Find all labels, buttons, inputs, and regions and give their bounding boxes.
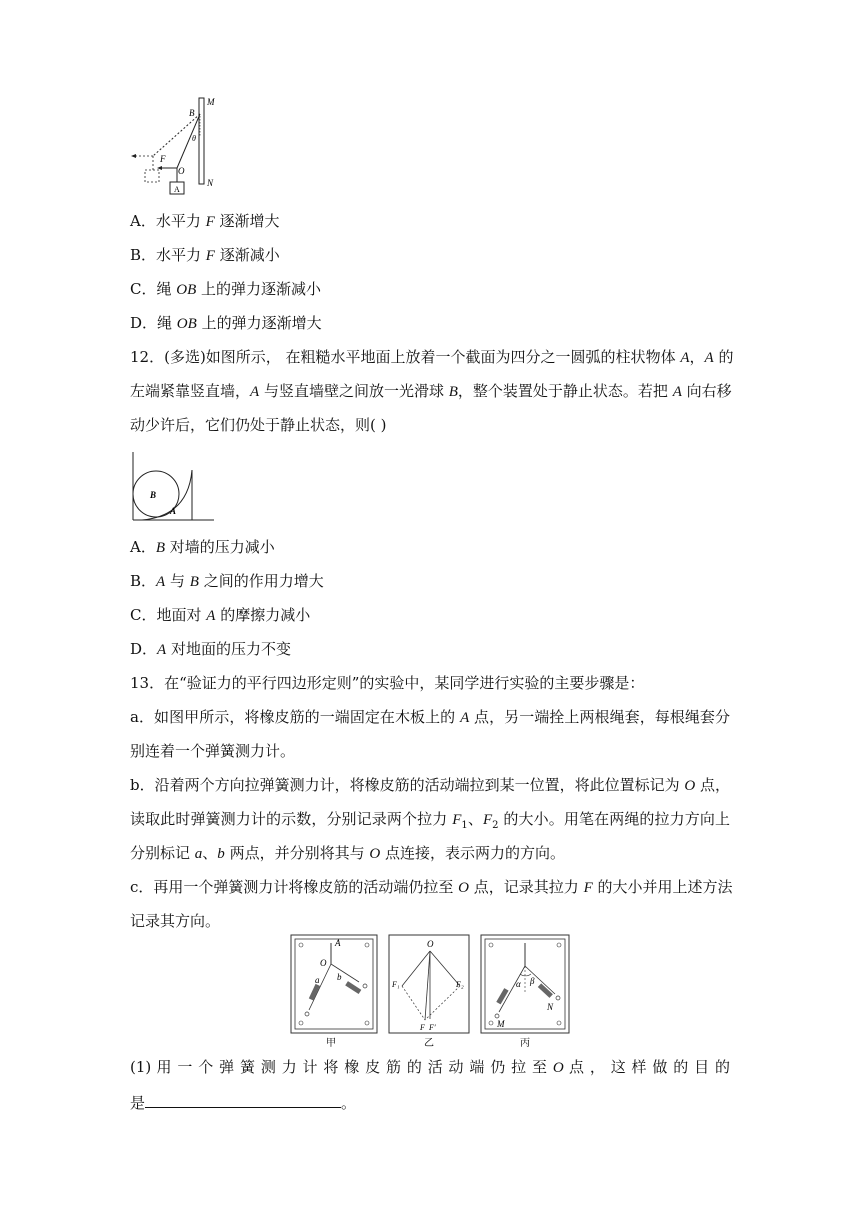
- q13-1-line1: (1) 用 一 个 弹 簧 测 力 计 将 橡 皮 筋 的 活 动 端 仍 拉 至 O 点 ， 这 样 做 的 目 的: [130, 1058, 730, 1076]
- q13-step-c-line1: c．再用一个弹簧测力计将橡皮筋的活动端仍拉至 O 点，记录其拉力 F 的大小并用上述方法: [130, 878, 733, 896]
- q12-option-c: C．地面对 A 的摩擦力减小: [130, 606, 311, 624]
- label-o: O: [178, 166, 185, 176]
- label-f: F: [160, 154, 166, 164]
- q13-1-line2: 是 。: [130, 1094, 357, 1112]
- label-n-scale: N: [547, 1002, 554, 1012]
- label-a-point: A: [335, 938, 341, 948]
- label-m-scale: M: [497, 1019, 505, 1029]
- label-a: A: [174, 185, 180, 194]
- label-f: F: [420, 1023, 425, 1032]
- label-n: N: [207, 178, 214, 188]
- q12-stem-line3: 动少许后，它们仍处于静止状态，则( ): [130, 416, 387, 434]
- q12-option-b: B．A 与 B 之间的作用力增大: [130, 572, 324, 590]
- panel-label-yi: 乙: [424, 1038, 434, 1048]
- label-theta: θ: [192, 134, 196, 143]
- q11-option-c: C．绳 OB 上的弹力逐渐减小: [130, 280, 322, 298]
- label-m: M: [207, 97, 215, 107]
- q13-step-a-line1: a．如图甲所示，将橡皮筋的一端固定在木板上的 A 点，另一端拴上两根绳套，每根绳套分: [130, 708, 730, 726]
- q11-option-a: A．水平力 F 逐渐增大: [130, 212, 280, 230]
- q13-step-b-line2: 读取此时弹簧测力计的示数，分别记录两个拉力 $F_1$、$F_2$ 的大小。用笔在两绳的拉力方向上: [130, 810, 730, 831]
- panel-label-jia: 甲: [326, 1038, 336, 1048]
- q12-stem-line2: 左端紧靠竖直墙，A 与竖直墙壁之间放一光滑球 B，整个装置处于静止状态。若把 A 向右移: [130, 382, 732, 400]
- label-o-yi: O: [427, 939, 434, 949]
- q12-option-d: D．A 对地面的压力不变: [130, 640, 291, 658]
- label-beta: β: [530, 976, 535, 986]
- wall-mn: [199, 98, 204, 184]
- panel-bing: [481, 935, 569, 1048]
- label-ball-b: B: [150, 490, 157, 500]
- label-o-point: O: [320, 958, 327, 968]
- q13-step-b-line1: b．沿着两个方向拉弹簧测力计，将橡皮筋的活动端拉到某一位置，将此位置标记为 O 点，: [130, 776, 730, 794]
- label-alpha: α: [516, 979, 521, 989]
- figure-rope-wall: [128, 96, 223, 196]
- label-f2: F₂: [456, 980, 464, 989]
- panel-label-bing: 丙: [520, 1038, 530, 1048]
- figure-force-experiment: [285, 932, 575, 1048]
- panel-jia: [291, 935, 377, 1048]
- label-f-prime: F′: [429, 1023, 436, 1032]
- q11-option-d: D．绳 OB 上的弹力逐渐增大: [130, 314, 322, 332]
- label-block-a: A: [170, 506, 177, 516]
- q13-step-a-line2: 别连着一个弹簧测力计。: [130, 742, 296, 760]
- label-a-mark: a: [315, 975, 320, 985]
- answer-blank[interactable]: [145, 1093, 341, 1108]
- q11-option-b: B．水平力 F 逐渐减小: [130, 246, 280, 264]
- figure-ball-arc: [128, 450, 218, 524]
- q13-step-b-line3: 分别标记 a、b 两点，并分别将其与 O 点连接，表示两力的方向。: [130, 844, 565, 862]
- label-b-mark: b: [337, 972, 342, 982]
- label-b: B: [189, 108, 195, 118]
- q13-title: 13．在“验证力的平行四边形定则”的实验中，某同学进行实验的主要步骤是：: [130, 674, 645, 692]
- panel-yi: [389, 935, 469, 1048]
- q12-stem-line1: 12．(多选)如图所示， 在粗糙水平地面上放着一个截面为四分之一圆弧的柱状物体 A，A 的: [130, 348, 734, 366]
- q12-option-a: A．B 对墙的压力减小: [130, 538, 275, 556]
- label-f1: F₁: [392, 980, 400, 989]
- q13-step-c-line2: 记录其方向。: [130, 912, 221, 930]
